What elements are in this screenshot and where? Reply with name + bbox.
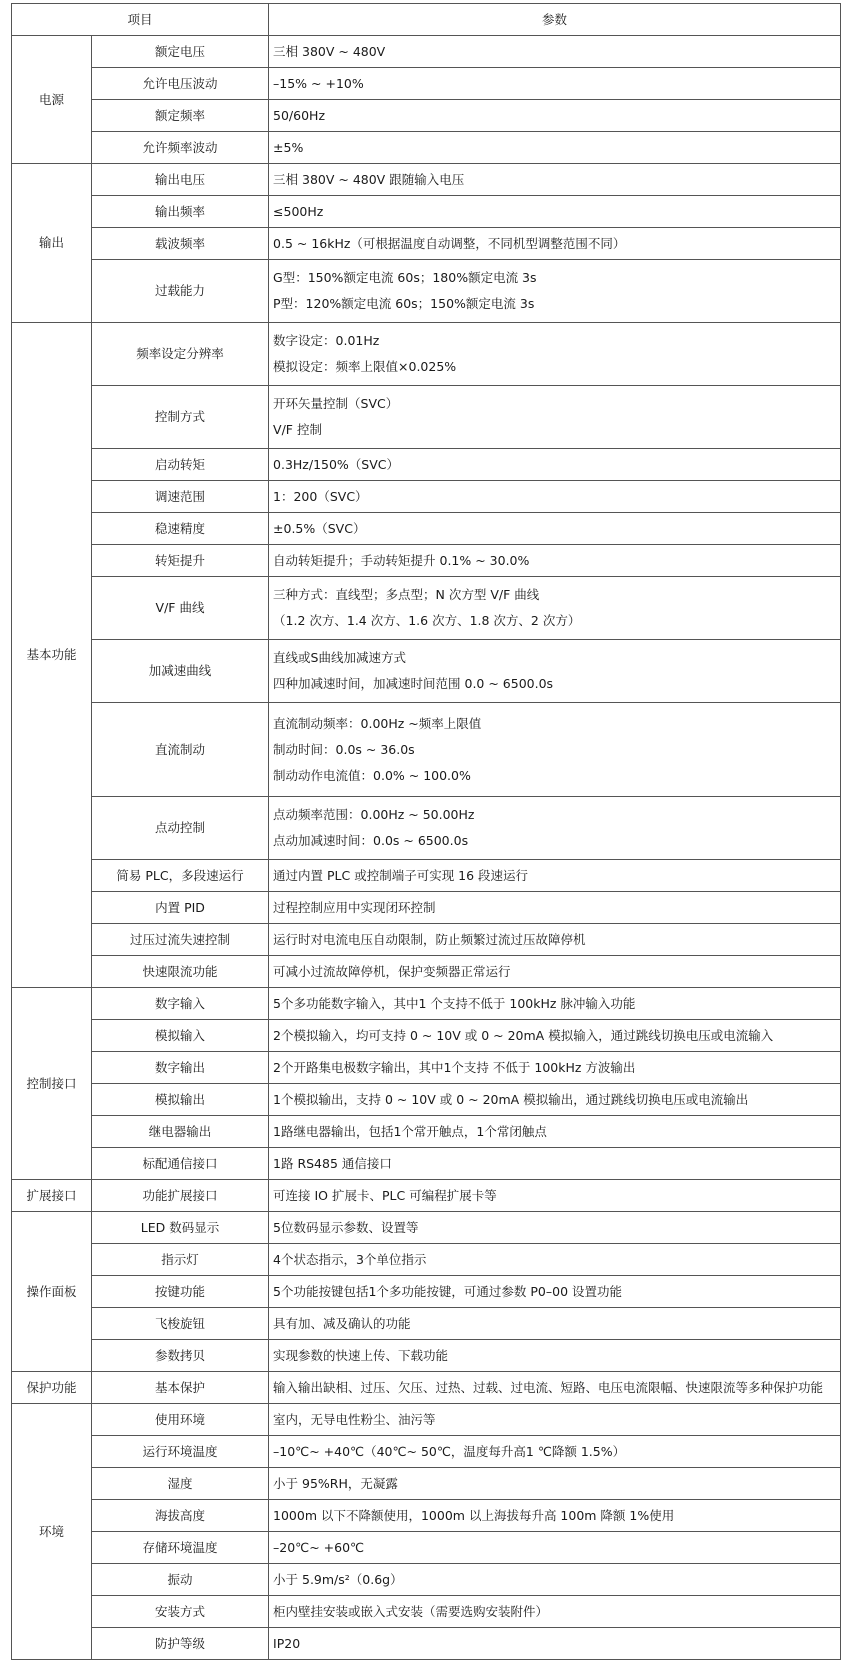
table-row — [12, 577, 841, 640]
table-row — [12, 1340, 841, 1372]
item-cell: 湿度 — [92, 1468, 269, 1500]
value-line: 具有加、减及确认的功能 — [273, 1315, 411, 1331]
value-line: （1.2 次方、1.4 次方、1.6 次方、1.8 次方、2 次方） — [273, 613, 581, 628]
value-cell — [269, 988, 841, 1020]
item-cell: 飞梭旋钮 — [92, 1308, 269, 1340]
value-cell — [269, 513, 841, 545]
item-cell: 允许频率波动 — [92, 132, 269, 164]
category-cell: 基本功能 — [12, 323, 92, 988]
value-line: 四种加减速时间，加减速时间范围 0.0 ~ 6500.0s — [273, 676, 554, 691]
value-line: 1000m 以下不降额使用，1000m 以上海拔每升高 100m 降额 1%使用 — [273, 1507, 675, 1523]
table-row — [12, 892, 841, 924]
table-row — [12, 1052, 841, 1084]
item-cell: 输出电压 — [92, 164, 269, 196]
value-cell — [269, 323, 841, 386]
value-line: 1个模拟输出，支持 0 ~ 10V 或 0 ~ 20mA 模拟输出，通过跳线切换电压或电流输出 — [273, 1091, 749, 1107]
item-cell: 海拔高度 — [92, 1500, 269, 1532]
value-cell — [269, 228, 841, 260]
value-cell — [269, 68, 841, 100]
item-cell: 指示灯 — [92, 1244, 269, 1276]
value-line: 1路 RS485 通信接口 — [273, 1155, 392, 1171]
table-row — [12, 797, 841, 860]
value-cell — [269, 1468, 841, 1500]
item-cell: 点动控制 — [92, 797, 269, 860]
value-cell — [269, 1340, 841, 1372]
value-line: 室内，无导电性粉尘、油污等 — [273, 1411, 436, 1427]
table-row — [12, 1596, 841, 1628]
value-line: ±5% — [273, 139, 304, 155]
item-cell: 调速范围 — [92, 481, 269, 513]
value-cell — [269, 1148, 841, 1180]
item-cell: 转矩提升 — [92, 545, 269, 577]
table-row — [12, 1468, 841, 1500]
value-line: V/F 控制 — [273, 422, 322, 437]
value-line: 50/60Hz — [273, 107, 325, 123]
item-cell: 启动转矩 — [92, 449, 269, 481]
value-cell — [269, 1628, 841, 1660]
table-row — [12, 228, 841, 260]
table-row — [12, 164, 841, 196]
value-cell — [269, 100, 841, 132]
item-cell: 功能扩展接口 — [92, 1180, 269, 1212]
value-line: 自动转矩提升；手动转矩提升 0.1% ~ 30.0% — [273, 552, 530, 568]
value-line: 制动动作电流值：0.0% ~ 100.0% — [273, 767, 471, 783]
value-cell — [269, 1116, 841, 1148]
item-cell: 继电器输出 — [92, 1116, 269, 1148]
value-cell — [269, 1020, 841, 1052]
table-row — [12, 323, 841, 386]
table-row — [12, 1276, 841, 1308]
table-row — [12, 481, 841, 513]
value-cell — [269, 36, 841, 68]
spec-table — [11, 3, 841, 1660]
value-line: 数字设定：0.01Hz — [273, 333, 380, 348]
value-line: 2个开路集电极数字输出，其中1个支持 不低于 100kHz 方波输出 — [273, 1059, 636, 1075]
value-cell — [269, 924, 841, 956]
value-cell — [269, 1532, 841, 1564]
item-cell: 使用环境 — [92, 1404, 269, 1436]
item-cell: 直流制动 — [92, 703, 269, 797]
value-cell — [269, 640, 841, 703]
value-cell — [269, 797, 841, 860]
table-row — [12, 988, 841, 1020]
value-cell — [269, 132, 841, 164]
header-row — [12, 4, 841, 36]
item-cell: 过载能力 — [92, 260, 269, 323]
item-cell: V/F 曲线 — [92, 577, 269, 640]
item-cell: 数字输出 — [92, 1052, 269, 1084]
item-cell: 额定电压 — [92, 36, 269, 68]
category-cell: 操作面板 — [12, 1212, 92, 1372]
value-cell — [269, 892, 841, 924]
value-line: 模拟设定：频率上限值×0.025% — [273, 359, 457, 374]
item-cell: 防护等级 — [92, 1628, 269, 1660]
value-line: –20℃~ +60℃ — [273, 1539, 365, 1555]
item-cell: 简易 PLC，多段速运行 — [92, 860, 269, 892]
table-row — [12, 956, 841, 988]
value-cell — [269, 1244, 841, 1276]
table-row — [12, 1212, 841, 1244]
item-cell: 控制方式 — [92, 386, 269, 449]
table-row — [12, 196, 841, 228]
value-line: 小于 95%RH，无凝露 — [273, 1475, 398, 1491]
value-line: 5位数码显示参数、设置等 — [273, 1219, 419, 1235]
value-line: 小于 5.9m/s²（0.6g） — [273, 1571, 403, 1587]
value-line: 点动频率范围：0.00Hz ~ 50.00Hz — [273, 807, 475, 822]
value-cell — [269, 481, 841, 513]
table-row — [12, 68, 841, 100]
value-cell — [269, 1084, 841, 1116]
item-cell: 载波频率 — [92, 228, 269, 260]
value-cell — [269, 956, 841, 988]
header-param: 参数 — [269, 4, 841, 36]
value-cell — [269, 1212, 841, 1244]
table-row — [12, 1116, 841, 1148]
table-row — [12, 1148, 841, 1180]
value-line: 通过内置 PLC 或控制端子可实现 16 段速运行 — [273, 867, 529, 883]
table-row — [12, 1532, 841, 1564]
value-cell — [269, 545, 841, 577]
value-cell — [269, 1500, 841, 1532]
value-cell — [269, 1052, 841, 1084]
value-line: 过程控制应用中实现闭环控制 — [273, 899, 436, 915]
value-line: 直线或S曲线加减速方式 — [273, 650, 406, 665]
table-row — [12, 513, 841, 545]
spec-body — [12, 36, 841, 1660]
item-cell: 过压过流失速控制 — [92, 924, 269, 956]
table-row — [12, 545, 841, 577]
value-line: 实现参数的快速上传、下载功能 — [273, 1347, 449, 1363]
table-row — [12, 386, 841, 449]
table-row — [12, 640, 841, 703]
value-line: 三相 380V ~ 480V 跟随输入电压 — [273, 171, 465, 187]
item-cell: 模拟输出 — [92, 1084, 269, 1116]
value-line: ±0.5%（SVC） — [273, 520, 366, 536]
value-cell — [269, 860, 841, 892]
value-cell — [269, 164, 841, 196]
table-row — [12, 1020, 841, 1052]
header-item: 项目 — [12, 4, 269, 36]
item-cell: 输出频率 — [92, 196, 269, 228]
item-cell: 频率设定分辨率 — [92, 323, 269, 386]
value-line: 0.5 ~ 16kHz（可根据温度自动调整，不同机型调整范围不同） — [273, 235, 626, 251]
table-row — [12, 36, 841, 68]
value-cell — [269, 260, 841, 323]
value-cell — [269, 1180, 841, 1212]
table-row — [12, 860, 841, 892]
table-row — [12, 1628, 841, 1660]
item-cell: 模拟输入 — [92, 1020, 269, 1052]
value-line: 0.3Hz/150%（SVC） — [273, 456, 400, 472]
item-cell: 加减速曲线 — [92, 640, 269, 703]
item-cell: 额定频率 — [92, 100, 269, 132]
value-line: 柜内壁挂安装或嵌入式安装（需要选购安装附件） — [273, 1603, 549, 1619]
value-cell — [269, 1436, 841, 1468]
value-cell — [269, 196, 841, 228]
value-line: 2个模拟输入，均可支持 0 ~ 10V 或 0 ~ 20mA 模拟输入，通过跳线切换电压或电流输入 — [273, 1027, 774, 1043]
value-line: 三相 380V ~ 480V — [273, 43, 386, 59]
item-cell: 存储环境温度 — [92, 1532, 269, 1564]
value-cell — [269, 703, 841, 797]
value-line: 可减小过流故障停机，保护变频器正常运行 — [273, 963, 511, 979]
category-cell: 保护功能 — [12, 1372, 92, 1404]
category-cell: 控制接口 — [12, 988, 92, 1180]
item-cell: 稳速精度 — [92, 513, 269, 545]
value-cell — [269, 1404, 841, 1436]
value-line: ≤500Hz — [273, 203, 324, 219]
value-line: 制动时间：0.0s ~ 36.0s — [273, 741, 415, 757]
item-cell: 标配通信接口 — [92, 1148, 269, 1180]
table-row — [12, 924, 841, 956]
item-cell: 运行环境温度 — [92, 1436, 269, 1468]
table-row — [12, 703, 841, 797]
category-cell: 电源 — [12, 36, 92, 164]
category-cell: 环境 — [12, 1404, 92, 1660]
value-cell — [269, 577, 841, 640]
table-row — [12, 449, 841, 481]
table-row — [12, 1404, 841, 1436]
value-line: 点动加减速时间：0.0s ~ 6500.0s — [273, 833, 469, 848]
item-cell: 安装方式 — [92, 1596, 269, 1628]
value-line: 直流制动频率：0.00Hz ~频率上限值 — [273, 715, 482, 731]
item-cell: 允许电压波动 — [92, 68, 269, 100]
table-row — [12, 1084, 841, 1116]
item-cell: 按键功能 — [92, 1276, 269, 1308]
value-cell — [269, 386, 841, 449]
value-line: –10℃~ +40℃（40℃~ 50℃，温度每升高1 ℃降额 1.5%） — [273, 1443, 626, 1459]
value-line: 输入输出缺相、过压、欠压、过热、过载、过电流、短路、电压电流限幅、快速限流等多种保护功能 — [273, 1379, 824, 1395]
item-cell: 振动 — [92, 1564, 269, 1596]
table-row — [12, 100, 841, 132]
value-line: G型：150%额定电流 60s；180%额定电流 3s — [273, 270, 537, 285]
table-row — [12, 1244, 841, 1276]
value-line: P型：120%额定电流 60s；150%额定电流 3s — [273, 296, 535, 311]
category-cell: 输出 — [12, 164, 92, 323]
value-cell — [269, 1372, 841, 1404]
value-line: 4个状态指示，3个单位指示 — [273, 1251, 427, 1267]
item-cell: 数字输入 — [92, 988, 269, 1020]
table-row — [12, 1372, 841, 1404]
table-row — [12, 1180, 841, 1212]
table-row — [12, 1500, 841, 1532]
item-cell: 基本保护 — [92, 1372, 269, 1404]
item-cell: 参数拷贝 — [92, 1340, 269, 1372]
table-row — [12, 1308, 841, 1340]
table-row — [12, 1436, 841, 1468]
value-line: 1：200（SVC） — [273, 488, 368, 504]
item-cell: 快速限流功能 — [92, 956, 269, 988]
value-cell — [269, 449, 841, 481]
value-line: 开环矢量控制（SVC） — [273, 396, 399, 411]
value-line: IP20 — [273, 1635, 301, 1651]
value-line: 1路继电器输出，包括1个常开触点，1个常闭触点 — [273, 1123, 547, 1139]
table-row — [12, 132, 841, 164]
value-cell — [269, 1276, 841, 1308]
value-line: 三种方式：直线型；多点型；N 次方型 V/F 曲线 — [273, 587, 540, 602]
value-cell — [269, 1596, 841, 1628]
value-line: 可连接 IO 扩展卡、PLC 可编程扩展卡等 — [273, 1187, 497, 1203]
value-line: 5个多功能数字输入，其中1 个支持不低于 100kHz 脉冲输入功能 — [273, 995, 636, 1011]
value-line: –15% ~ +10% — [273, 75, 364, 91]
item-cell: 内置 PID — [92, 892, 269, 924]
value-line: 运行时对电流电压自动限制，防止频繁过流过压故障停机 — [273, 931, 586, 947]
table-row — [12, 260, 841, 323]
category-cell: 扩展接口 — [12, 1180, 92, 1212]
value-line: 5个功能按键包括1个多功能按键，可通过参数 P0–00 设置功能 — [273, 1283, 623, 1299]
item-cell: LED 数码显示 — [92, 1212, 269, 1244]
value-cell — [269, 1308, 841, 1340]
